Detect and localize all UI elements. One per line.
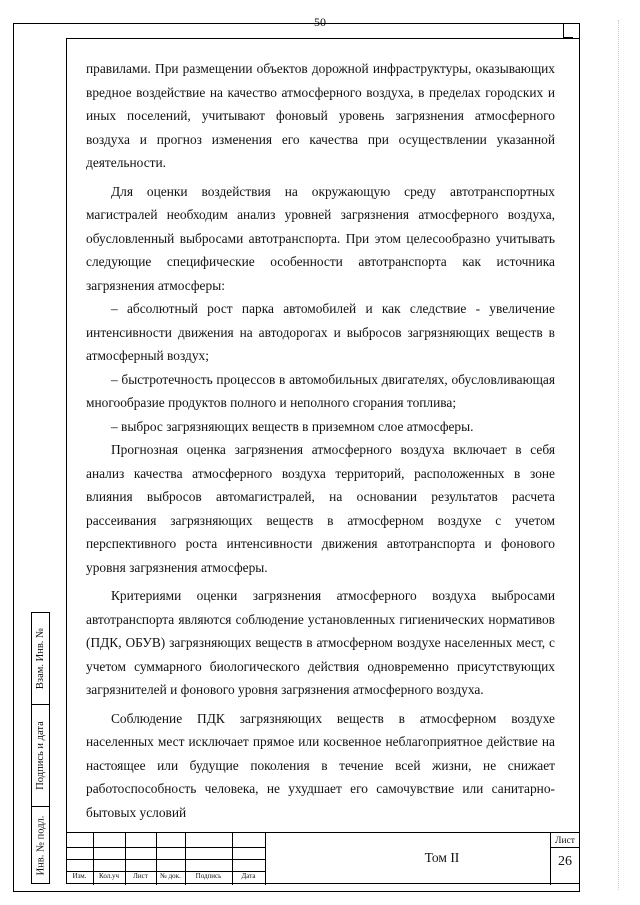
page-number-top: 50 — [314, 15, 326, 29]
column-label-signature: Подпись — [195, 872, 222, 880]
title-block — [66, 832, 580, 884]
list-item: – быстротечность процессов в автомобильных двигателях, обусловливающая многообразие продуктов полного и неполного сгорания топлива; — [86, 371, 555, 410]
paragraph: правилами. При размещении объектов дорожной инфраструктуры, оказывающих вредное воздействие на качество атмосферного воздуха, в пределах городских и иных поселений, учитывают фоновый уровень загрязнения атмосферного воздуха и прогноз изменения его качества при осуществлении указанной деятельности. — [86, 61, 555, 170]
list-item: – выброс загрязняющих веществ в приземном слое атмосферы. — [111, 418, 474, 434]
sheet-number: 26 — [558, 854, 572, 869]
column-label-change: Изм. — [72, 872, 87, 880]
sheet-label: Лист — [555, 836, 575, 846]
sheet-divider — [550, 847, 580, 848]
side-cell-original-inv — [32, 807, 49, 883]
column-label-count: Кол.уч — [99, 872, 119, 880]
paragraph: Критериями оценки загрязнения атмосферного воздуха выбросами автотранспорта являются соблюдение установленных гигиенических нормативов (ПДК, ОБУВ) загрязняющих веществ в атмосферном воздухе населенных мест, с учетом суммарного биологического действия одновременно присутствующих загрязнителей и фонового уровня загрязнения атмосферного воздуха. — [86, 588, 555, 697]
title-block-col-line — [265, 833, 266, 885]
paragraph: Соблюдение ПДК загрязняющих веществ в атмосферном воздухе населенных мест исключает прямое или косвенное неблагоприятное действие на настоящее или будущие поколения в течение всей жизни, не снижает работоспособность человека, не ухудшает его самочувствие или санитарно-бытовых условий — [86, 710, 555, 820]
corner-mark — [563, 23, 573, 38]
side-cell-signature-date — [32, 705, 49, 807]
side-stamp — [31, 612, 50, 884]
column-label-date: Дата — [241, 872, 256, 880]
title-block-row-line — [66, 859, 266, 860]
body-text — [86, 57, 555, 824]
list-item: – абсолютный рост парка автомобилей и как следствие - увеличение интенсивности движения на автодорогах и выбросов загрязняющих веществ в атмосферный воздух; — [86, 301, 555, 363]
scan-edge — [618, 20, 619, 890]
document-volume-title: Том II — [424, 850, 460, 865]
paragraph: Прогнозная оценка загрязнения атмосферного воздуха включает в себя анализ качества атмосферного воздуха территорий, расположенных в зоне влияния выбросов автомагистралей, на основании результатов расчета рассеивания загрязняющих веществ в атмосферном воздухе с учетом перспективного роста интенсивности движения автотранспорта и фонового уровня загрязнения атмосферы. — [86, 442, 555, 575]
column-label-sheet: Лист — [133, 872, 148, 880]
side-cell-replacement-inv — [32, 613, 49, 705]
title-block-row-line — [66, 847, 266, 848]
side-label-original-inv: Инв. № подл. — [35, 815, 47, 875]
side-label-replacement-inv: Взам. Инв. № — [35, 627, 47, 690]
column-label-doc-number: № док. — [160, 872, 181, 880]
paragraph: Для оценки воздействия на окружающую среду автотранспортных магистралей необходим анализ уровней загрязнения атмосферного воздуха, обусловленный выбросами автотранспорта. При этом целесообразно учитывать следующие специфические особенности автотранспорта как источника загрязнения атмосферы: — [86, 183, 555, 293]
side-label-signature-date: Подпись и дата — [35, 721, 47, 790]
